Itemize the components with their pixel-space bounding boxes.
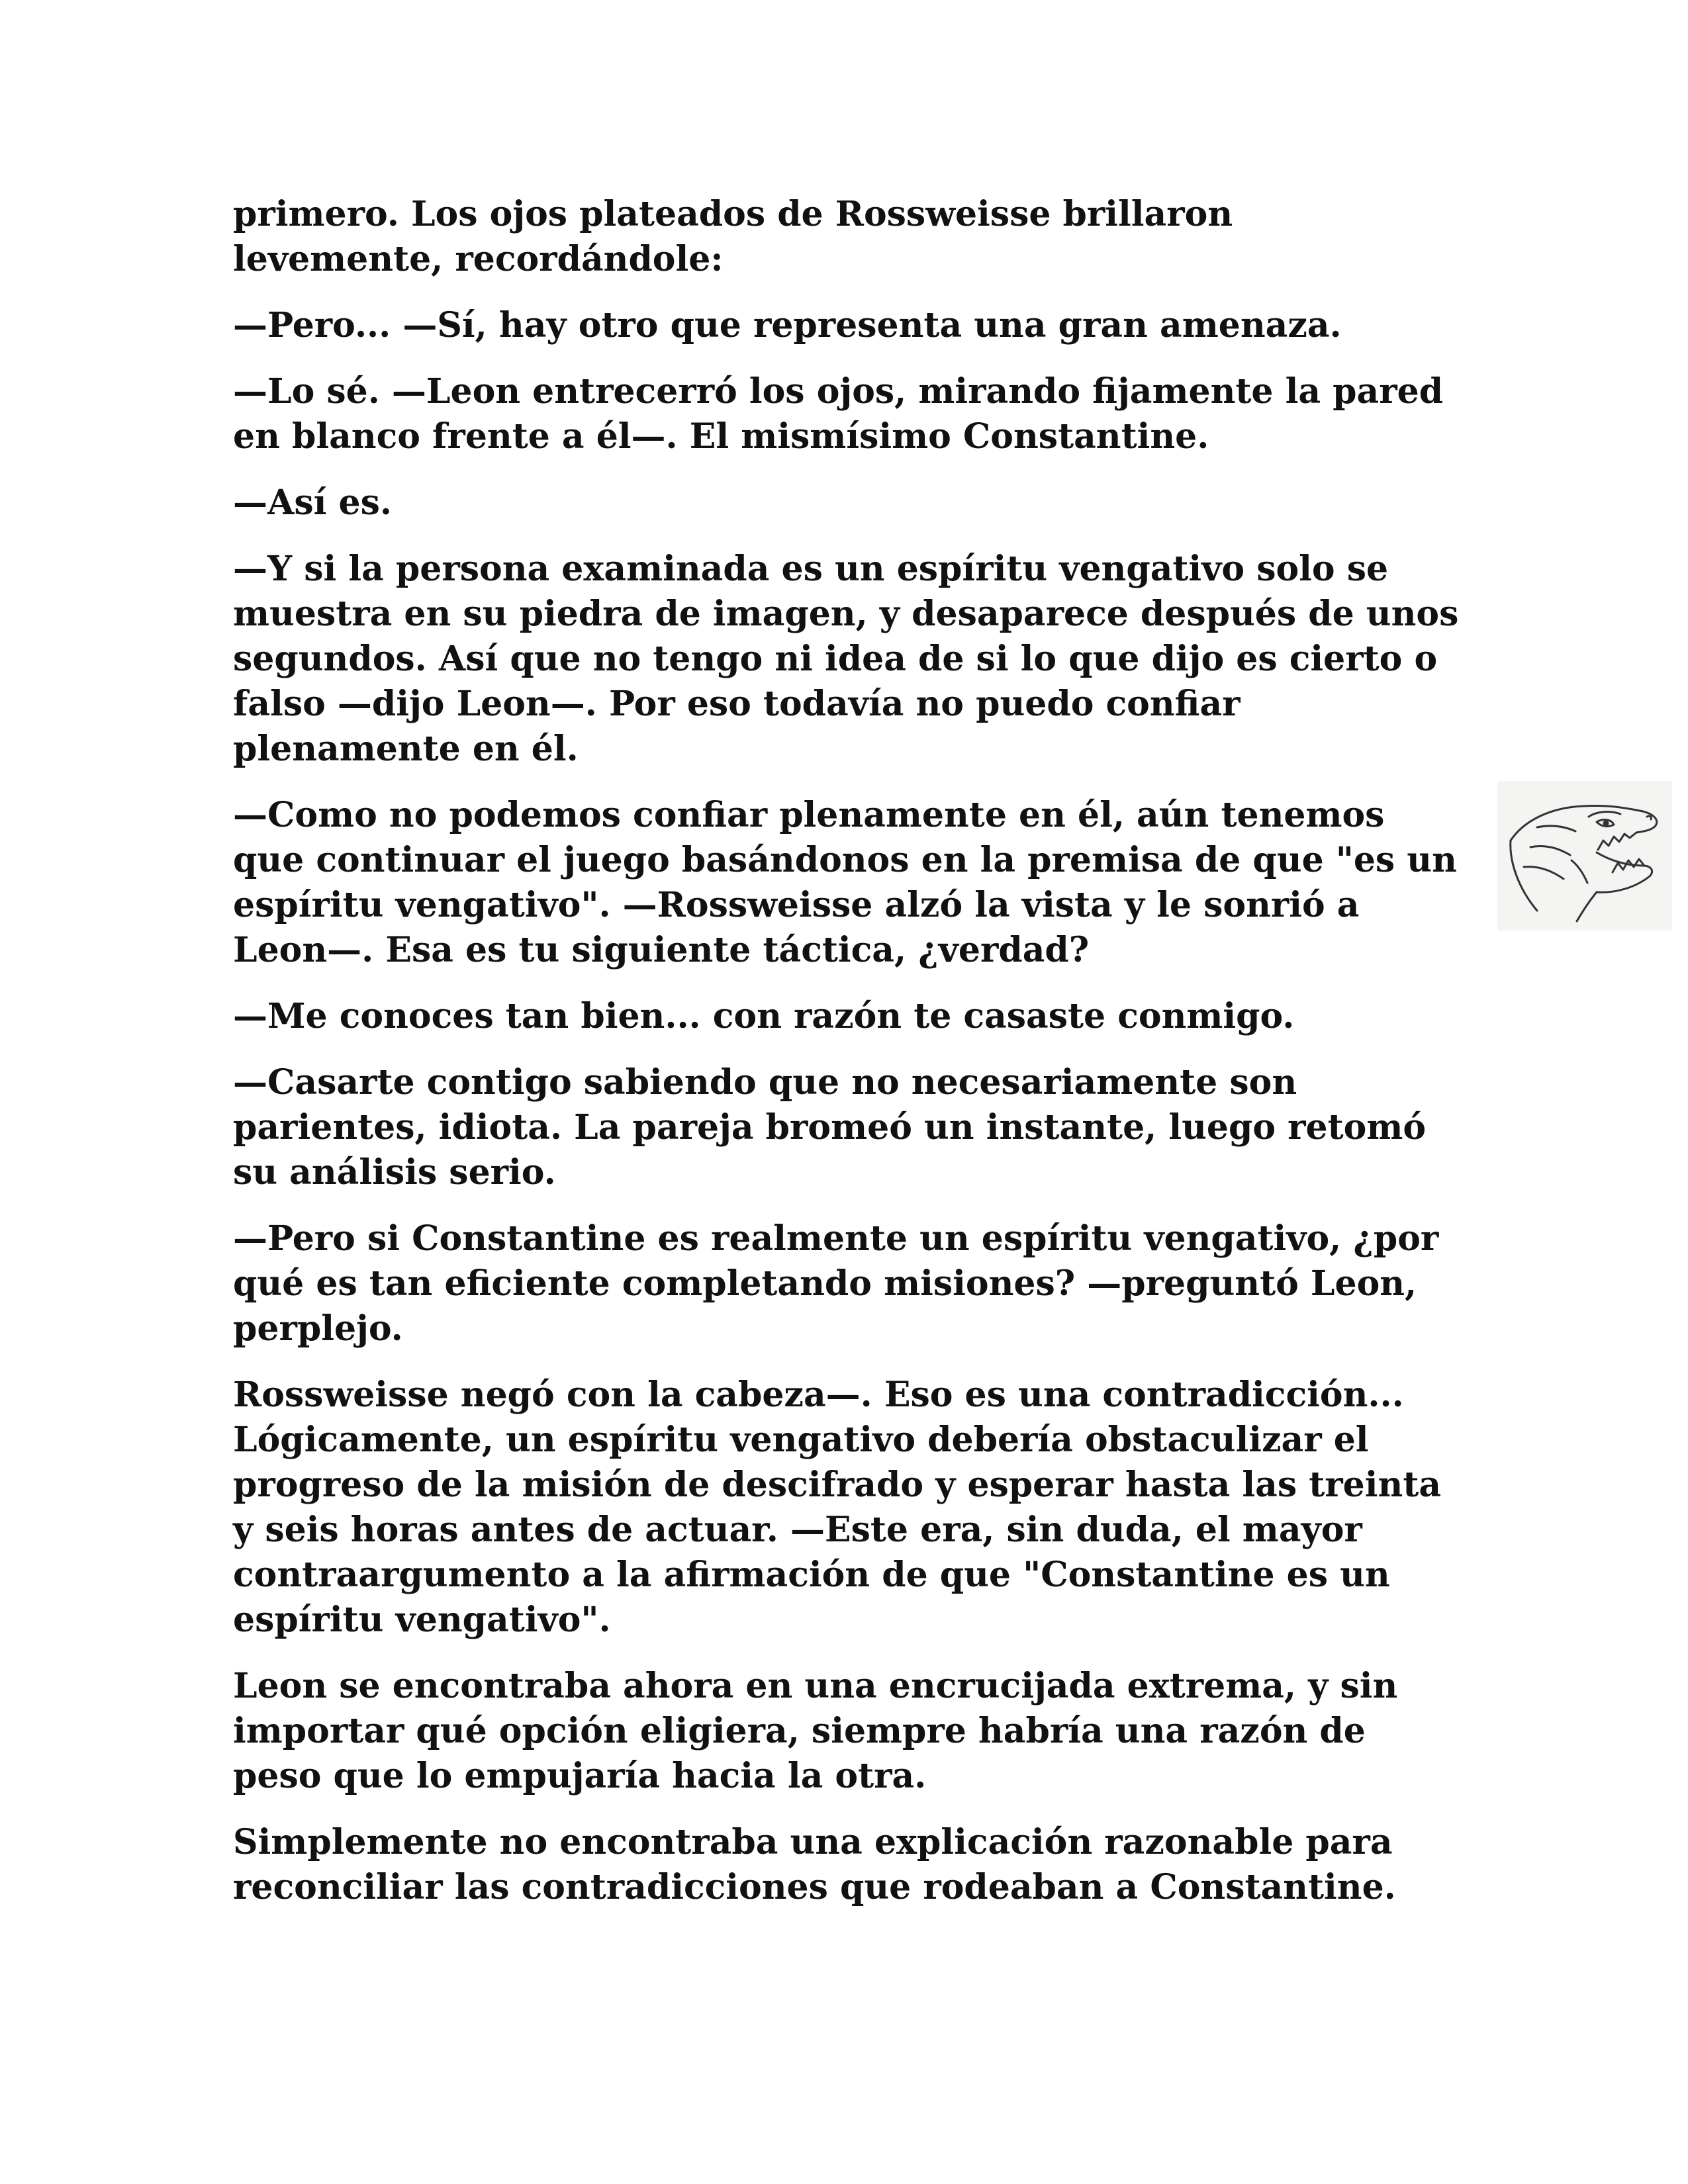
body-text xyxy=(233,192,1491,1931)
paragraph: Leon se encontraba ahora en una encrucijada extrema, y sin importar qué opción eligiera, siempre habría una razón de peso que lo empujaría hacia la otra. xyxy=(233,1666,1398,1796)
paragraph: —Y si la persona examinada es un espíritu vengativo solo se muestra en su piedra de imagen, y desaparece después de unos segundos. Así que no tengo ni idea de si lo que dijo es cierto o falso —dijo Leon—. Por eso todavía no puedo confiar plenamente en él. xyxy=(233,549,1459,769)
paragraph: Simplemente no encontraba una explicación razonable para reconciliar las contradicciones que rodeaban a Constantine. xyxy=(233,1822,1396,1907)
paragraph: —Casarte contigo sabiendo que no necesariamente son parientes, idiota. La pareja bromeó un instante, luego retomó su análisis serio. xyxy=(233,1062,1427,1193)
paragraph: —Como no podemos confiar plenamente en él, aún tenemos que continuar el juego basándonos en la premisa de que "es un espíritu vengativo". —Rossweisse alzó la vista y le sonrió a Leon—. Esa es tu siguiente táctica, ¿verdad? xyxy=(233,795,1457,970)
paragraph: Rossweisse negó con la cabeza—. Eso es una contradicción... Lógicamente, un espíritu vengativo debería obstaculizar el progreso de la misión de descifrado y esperar hasta las treinta y seis horas antes de actuar. —Este era, sin duda, el mayor contraargumento a la afirmación de que "Constantine es un espíritu vengativo". xyxy=(233,1375,1442,1640)
paragraph: —Así es. xyxy=(233,482,392,523)
paragraph: —Lo sé. —Leon entrecerró los ojos, mirando fijamente la pared en blanco frente a él—. El mismísimo Constantine. xyxy=(233,371,1444,457)
dinosaur-head-sketch-icon xyxy=(1497,781,1672,931)
paragraph: —Pero... —Sí, hay otro que representa una gran amenaza. xyxy=(233,305,1342,345)
paragraph: —Pero si Constantine es realmente un espíritu vengativo, ¿por qué es tan eficiente completando misiones? —preguntó Leon, perplejo. xyxy=(233,1218,1439,1349)
paragraph: primero. Los ojos plateados de Rossweisse brillaron levemente, recordándole: xyxy=(233,194,1233,279)
paragraph: —Me conoces tan bien... con razón te casaste conmigo. xyxy=(233,996,1295,1036)
